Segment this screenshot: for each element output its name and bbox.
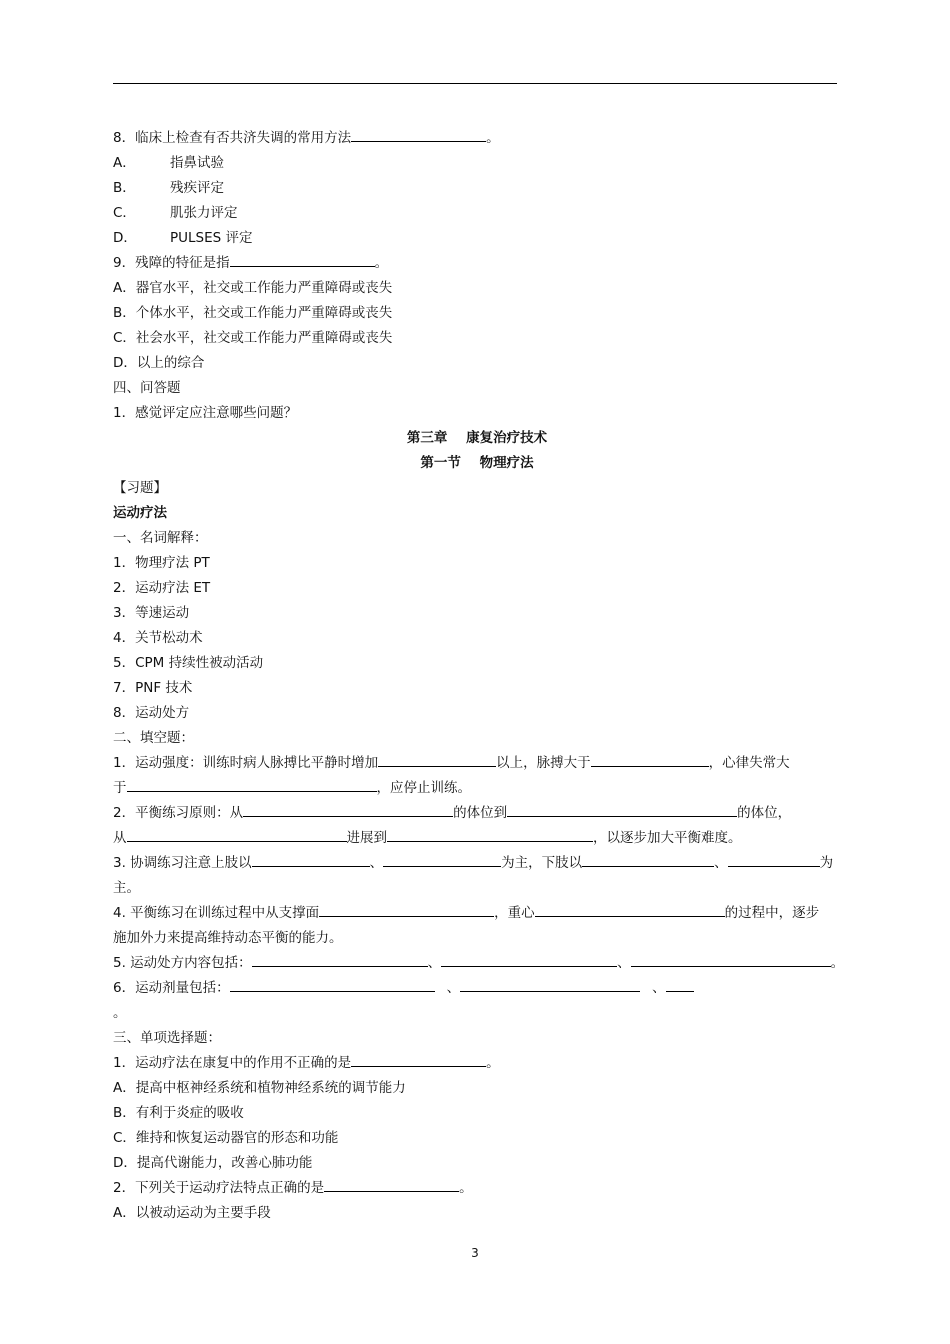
header-rule — [113, 83, 837, 84]
punct: 。 — [486, 1055, 500, 1071]
text: 、 — [714, 855, 728, 871]
section-heading: 一、名词解释： — [113, 530, 208, 546]
option-letter: B． — [113, 180, 136, 196]
term-item: 3．等速运动 — [113, 605, 190, 621]
punct: 。 — [374, 255, 389, 271]
answer-blank[interactable] — [127, 778, 377, 792]
essay-question: 1．感觉评定应注意哪些问题？ — [113, 405, 298, 421]
answer-blank[interactable] — [591, 753, 709, 767]
answer-blank[interactable] — [378, 753, 496, 767]
option-letter: C． — [113, 205, 136, 221]
answer-blank[interactable] — [319, 903, 494, 917]
section-heading: 三、单项选择题： — [113, 1030, 221, 1046]
text: 、 — [369, 855, 384, 871]
fill-question-4-cont: 施加外力来提高维持动态平衡的能力。 — [113, 930, 343, 946]
answer-blank[interactable] — [460, 978, 640, 992]
text: 5. 运动处方内容包括： — [113, 955, 252, 971]
text: 6．运动剂量包括： — [113, 980, 230, 996]
document-body — [113, 126, 845, 1226]
answer-blank[interactable] — [127, 828, 347, 842]
answer-blank[interactable] — [387, 828, 593, 842]
option-b — [113, 176, 841, 201]
text: ，心律失常大 — [708, 755, 790, 771]
answer-blank[interactable] — [507, 803, 737, 817]
text: 进展到 — [346, 830, 387, 846]
text: ，应停止训练。 — [376, 780, 471, 796]
text: 以上，脉搏大于 — [496, 755, 591, 771]
option-d: D．提高代谢能力，改善心肺功能 — [113, 1155, 313, 1171]
fill-question-2 — [113, 801, 841, 826]
answer-blank[interactable] — [441, 953, 617, 967]
text: 为主，下肢以 — [501, 855, 583, 871]
text: 、 — [427, 955, 442, 971]
option-b: B．有利于炎症的吸收 — [113, 1105, 244, 1121]
fill-question-6-cont: 。 — [113, 1005, 127, 1021]
page-number: 3 — [471, 1246, 479, 1260]
term-item: 4．关节松动术 — [113, 630, 203, 646]
text: 从 — [113, 830, 127, 846]
option-text: 肌张力评定 — [170, 205, 238, 221]
term-item: 7．PNF 技术 — [113, 680, 193, 696]
answer-blank[interactable] — [230, 253, 375, 267]
text: 4. 平衡练习在训练过程中从支撑面 — [113, 905, 320, 921]
text: 的体位到 — [453, 805, 508, 821]
fill-question-4 — [113, 901, 841, 926]
question-8 — [113, 126, 841, 151]
option-c — [113, 201, 841, 226]
answer-blank[interactable] — [252, 853, 370, 867]
option-a: A．以被动运动为主要手段 — [113, 1205, 271, 1221]
section-title-text: 第一节 物理疗法 — [420, 455, 534, 471]
fill-question-1 — [113, 751, 841, 776]
fill-question-2-cont — [113, 826, 841, 851]
fill-question-6 — [113, 976, 841, 1001]
answer-blank[interactable] — [383, 853, 501, 867]
fill-question-3-cont: 主。 — [113, 880, 140, 896]
text: 、 — [652, 980, 666, 996]
term-item: 8．运动处方 — [113, 705, 190, 721]
option-letter: A． — [113, 155, 136, 171]
option-text: 残疾评定 — [170, 180, 224, 196]
text: 。 — [830, 955, 845, 971]
option-c: C．维持和恢复运动器官的形态和功能 — [113, 1130, 339, 1146]
chapter-title — [113, 426, 841, 451]
text: ，重心 — [494, 905, 535, 921]
option-d — [113, 226, 841, 251]
answer-blank[interactable] — [230, 978, 435, 992]
term-item: 1．物理疗法 PT — [113, 555, 210, 571]
chapter-title-text: 第三章 康复治疗技术 — [406, 430, 548, 446]
answer-blank[interactable] — [535, 903, 725, 917]
text: 、 — [617, 955, 631, 971]
text: 为 — [819, 855, 834, 871]
section-heading: 四、问答题 — [113, 380, 181, 396]
text: ，以逐步加大平衡难度。 — [593, 830, 742, 846]
text: 的体位， — [737, 805, 792, 821]
punct: 。 — [459, 1180, 473, 1196]
answer-blank[interactable] — [582, 853, 714, 867]
answer-blank[interactable] — [252, 953, 428, 967]
fill-question-5 — [113, 951, 845, 976]
question-text: 8．临床上检查有否共济失调的常用方法 — [113, 130, 352, 146]
option-c: C．社会水平，社交或工作能力严重障碍或丧失 — [113, 330, 393, 346]
option-b: B．个体水平，社交或工作能力严重障碍或丧失 — [113, 305, 393, 321]
choice-question-2 — [113, 1176, 841, 1201]
subject-heading: 运动疗法 — [113, 505, 167, 521]
text: 、 — [446, 980, 461, 996]
punct: 。 — [486, 130, 500, 146]
question-text: 2．下列关于运动疗法特点正确的是 — [113, 1180, 325, 1196]
term-item: 5．CPM 持续性被动活动 — [113, 655, 264, 671]
text: 的过程中，逐步 — [724, 905, 820, 921]
question-text: 1．运动疗法在康复中的作用不正确的是 — [113, 1055, 352, 1071]
option-a: A．器官水平，社交或工作能力严重障碍或丧失 — [113, 280, 393, 296]
answer-blank[interactable] — [351, 128, 486, 142]
answer-blank[interactable] — [631, 953, 831, 967]
choice-question-1 — [113, 1051, 841, 1076]
exercise-label: 【习题】 — [113, 480, 167, 496]
option-text: 指鼻试验 — [170, 155, 224, 171]
section-title — [113, 451, 841, 476]
text: 2．平衡练习原则：从 — [113, 805, 244, 821]
option-a — [113, 151, 841, 176]
option-text: PULSES 评定 — [170, 230, 253, 246]
answer-blank[interactable] — [728, 853, 820, 867]
section-heading: 二、填空题： — [113, 730, 194, 746]
option-a: A．提高中枢神经系统和植物神经系统的调节能力 — [113, 1080, 406, 1096]
option-letter: D． — [113, 230, 137, 246]
answer-blank[interactable] — [666, 978, 694, 992]
text: 1．运动强度：训练时病人脉搏比平静时增加 — [113, 755, 379, 771]
fill-question-1-cont — [113, 776, 841, 801]
term-item: 2．运动疗法 ET — [113, 580, 211, 596]
answer-blank[interactable] — [243, 803, 453, 817]
fill-question-3 — [113, 851, 841, 876]
question-text: 9．残障的特征是指 — [113, 255, 230, 271]
answer-blank[interactable] — [324, 1178, 459, 1192]
text: 3. 协调练习注意上肢以 — [113, 855, 252, 871]
question-9 — [113, 251, 841, 276]
option-d: D．以上的综合 — [113, 355, 205, 371]
text: 于 — [113, 780, 127, 796]
answer-blank[interactable] — [351, 1053, 486, 1067]
